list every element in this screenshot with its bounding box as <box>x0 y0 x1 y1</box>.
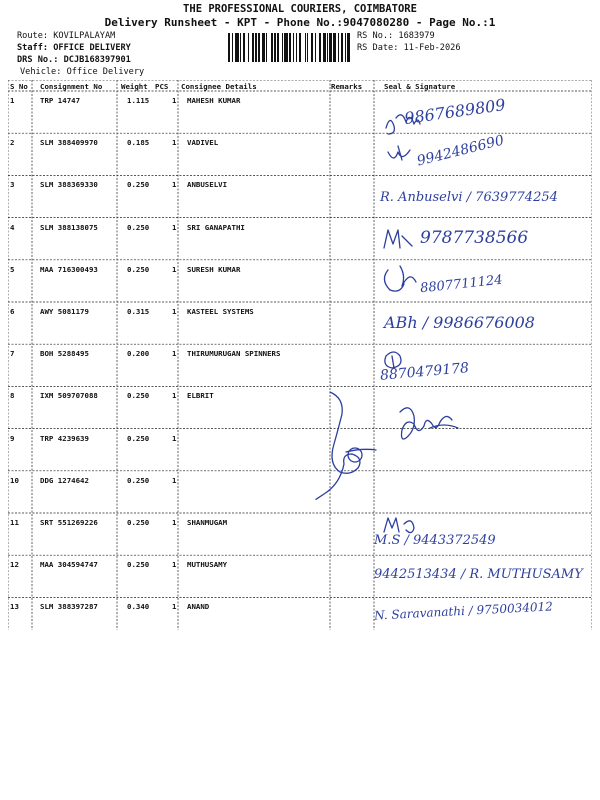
rs-no-label: RS No.: <box>357 31 394 41</box>
drs-value: DCJB168397901 <box>63 55 131 65</box>
company-title: THE PROFESSIONAL COURIERS, COIMBATORE <box>183 3 417 15</box>
cell-consignment-no: SRT 551269226 <box>40 518 98 527</box>
route-line <box>17 31 115 42</box>
handwritten-signature-4: 9787738566 <box>420 228 529 248</box>
cell-consignment-no: MAA 304594747 <box>40 560 98 570</box>
cell-pcs: 1 <box>172 264 177 274</box>
cell-pcs: 1 <box>172 475 177 485</box>
cell-weight: 0.250 <box>127 560 150 570</box>
col-header-consignment: Consignment No <box>40 82 103 91</box>
cell-sno: 5 <box>10 264 15 274</box>
cell-consignee: MAHESH KUMAR <box>187 96 241 105</box>
cell-consignee: KASTEEL SYSTEMS <box>187 307 254 316</box>
handwritten-signature-1: 9867689809 <box>403 95 507 128</box>
col-header-weight: Weight <box>121 82 148 91</box>
cell-weight: 1.115 <box>127 96 150 105</box>
cell-consignee: ELBRIT <box>187 391 214 401</box>
cell-consignment-no: DDG 1274642 <box>40 475 89 485</box>
rs-no-line <box>357 31 435 42</box>
cell-consignee: SRI GANAPATHI <box>187 222 245 232</box>
cell-weight: 0.250 <box>127 475 150 485</box>
col-header-signature: Seal & Signature <box>384 82 456 91</box>
cell-sno: 4 <box>10 222 15 232</box>
barcode <box>228 33 354 62</box>
cell-pcs: 1 <box>172 349 177 359</box>
cell-pcs: 1 <box>172 391 177 401</box>
cell-consignment-no: TRP 4239639 <box>40 433 89 443</box>
cell-weight: 0.250 <box>127 433 150 443</box>
handwritten-signature-13: N. Saravanathi / 9750034012 <box>373 599 554 623</box>
cell-consignment-no: TRP 14747 <box>40 96 81 105</box>
cell-pcs: 1 <box>172 433 177 443</box>
cell-sno: 13 <box>10 602 19 612</box>
cell-consignment-no: SLM 388409970 <box>40 138 98 148</box>
cell-consignee: VADIVEL <box>187 138 219 148</box>
cell-weight: 0.200 <box>127 349 150 359</box>
cell-consignment-no: AWY 5081179 <box>40 307 89 316</box>
cell-pcs: 1 <box>172 96 177 105</box>
cell-sno: 9 <box>10 433 15 443</box>
cell-weight: 0.250 <box>127 180 150 190</box>
staff-value: OFFICE DELIVERY <box>53 43 131 53</box>
cell-pcs: 1 <box>172 138 177 148</box>
handwritten-signature-7: 8870479178 <box>379 360 470 384</box>
cell-sno: 1 <box>10 96 15 105</box>
route-label: Route: <box>17 31 49 41</box>
cell-weight: 0.315 <box>127 307 150 316</box>
handwritten-signature-2: 9942486690 <box>415 132 506 170</box>
runsheet-subtitle: Delivery Runsheet - KPT - Phone No.:9047080280 - Page No.:1 <box>104 16 496 29</box>
col-header-sno: S No <box>10 82 28 91</box>
cell-pcs: 1 <box>172 307 177 316</box>
handwritten-signature-5: 8807711124 <box>419 272 504 297</box>
cell-consignee: ANBUSELVI <box>187 180 228 190</box>
cell-consignee: THIRUMURUGAN SPINNERS <box>187 349 281 359</box>
cell-consignment-no: IXM 509707088 <box>40 391 98 401</box>
cell-consignment-no: SLM 388397287 <box>40 602 98 612</box>
cell-sno: 12 <box>10 560 19 570</box>
cell-pcs: 1 <box>172 560 177 570</box>
rs-date-line <box>357 43 461 54</box>
cell-consignee: MUTHUSAMY <box>187 560 228 570</box>
cell-weight: 0.250 <box>127 518 150 527</box>
cell-sno: 6 <box>10 307 15 316</box>
cell-pcs: 1 <box>172 222 177 232</box>
drs-label: DRS No.: <box>17 55 59 65</box>
cell-pcs: 1 <box>172 518 177 527</box>
vehicle-value: Office Delivery <box>66 67 145 77</box>
col-header-pcs: PCS <box>155 82 169 91</box>
cell-pcs: 1 <box>172 602 177 612</box>
cell-sno: 2 <box>10 138 15 148</box>
handwritten-signature-3: R. Anbuselvi / 7639774254 <box>380 190 558 205</box>
cell-weight: 0.250 <box>127 222 150 232</box>
route-value: KOVILPALAYAM <box>53 31 116 41</box>
cell-consignment-no: MAA 716300493 <box>40 264 98 274</box>
vehicle-line <box>20 67 144 78</box>
cell-consignee: ANAND <box>187 602 210 612</box>
cell-sno: 8 <box>10 391 15 401</box>
cell-sno: 3 <box>10 180 15 190</box>
cell-weight: 0.340 <box>127 602 150 612</box>
cell-weight: 0.185 <box>127 138 150 148</box>
col-header-consignee: Consignee Details <box>181 82 257 91</box>
vehicle-label: Vehicle: <box>20 67 62 77</box>
col-header-remarks: Remarks <box>331 82 363 91</box>
handwritten-signature-11: M.S / 9443372549 <box>374 533 496 548</box>
runsheet-grid <box>8 80 592 630</box>
cell-sno: 10 <box>10 475 19 485</box>
handwritten-signature-6: ABh / 9986676008 <box>384 313 535 332</box>
cell-consignee: SURESH KUMAR <box>187 264 241 274</box>
staff-line <box>17 43 131 54</box>
cell-pcs: 1 <box>172 180 177 190</box>
cell-sno: 11 <box>10 518 19 527</box>
rs-date-value: 11-Feb-2026 <box>403 43 461 53</box>
staff-label: Staff: <box>17 43 49 53</box>
handwritten-signature-12: 9442513434 / R. MUTHUSAMY <box>374 567 583 582</box>
rs-date-label: RS Date: <box>357 43 399 53</box>
cell-consignment-no: SLM 388138075 <box>40 222 98 232</box>
drs-line <box>17 55 131 66</box>
rs-no-value: 1683979 <box>398 31 435 41</box>
cell-consignment-no: BOH 5288495 <box>40 349 89 359</box>
cell-consignee: SHANMUGAM <box>187 518 228 527</box>
cell-consignment-no: SLM 388369330 <box>40 180 98 190</box>
cell-weight: 0.250 <box>127 391 150 401</box>
cell-sno: 7 <box>10 349 15 359</box>
cell-weight: 0.250 <box>127 264 150 274</box>
